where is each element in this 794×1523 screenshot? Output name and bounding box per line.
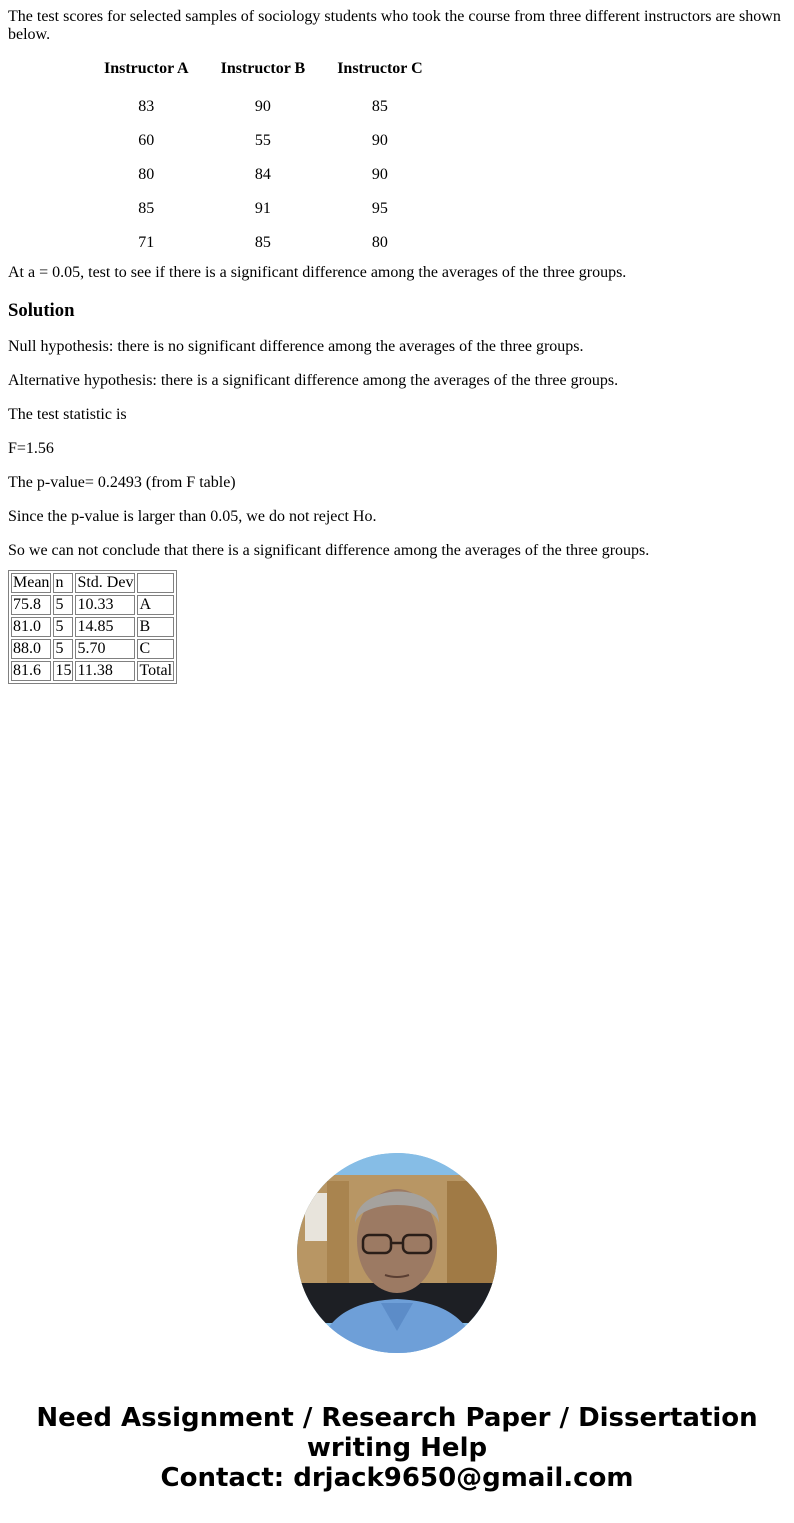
table-cell: 60 bbox=[138, 132, 155, 149]
table-cell: 75.8 bbox=[11, 595, 51, 615]
table-cell: 83 bbox=[138, 98, 155, 115]
table-cell: 5 bbox=[53, 595, 73, 615]
table-cell: 80 bbox=[138, 166, 155, 183]
table-cell: B bbox=[137, 617, 174, 637]
promo-footer bbox=[0, 1403, 794, 1493]
table-cell: 90 bbox=[371, 132, 388, 149]
table-cell: 55 bbox=[254, 132, 271, 149]
promo-line-2: writing Help bbox=[306, 1433, 488, 1463]
f-statistic: F=1.56 bbox=[8, 440, 54, 457]
p-value: The p-value= 0.2493 (from F table) bbox=[8, 474, 236, 491]
promo-contact: Contact: drjack9650@gmail.com bbox=[160, 1463, 634, 1493]
table-cell: 90 bbox=[254, 98, 271, 115]
promo-line-1: Need Assignment / Research Paper / Dissertation bbox=[36, 1403, 758, 1433]
table-cell: 15 bbox=[55, 662, 72, 679]
table-cell: 90 bbox=[371, 166, 388, 183]
table-cell: 5 bbox=[53, 639, 73, 659]
table-cell: 14.85 bbox=[75, 617, 135, 637]
header-n: n bbox=[53, 573, 73, 593]
table-cell: 81.0 bbox=[11, 617, 51, 637]
scores-table bbox=[88, 60, 439, 252]
summary-header-row bbox=[11, 573, 174, 593]
conclusion: So we can not conclude that there is a significant difference among the averages of the three groups. bbox=[8, 542, 650, 559]
table-row bbox=[88, 218, 439, 252]
null-hypothesis: Null hypothesis: there is no significant difference among the averages of the three groups. bbox=[8, 338, 584, 355]
table-cell: 84 bbox=[254, 166, 271, 183]
table-cell: 85 bbox=[371, 98, 388, 115]
alternative-hypothesis: Alternative hypothesis: there is a significant difference among the averages of the three groups. bbox=[8, 372, 619, 389]
table-row bbox=[11, 617, 174, 637]
table-cell: 10.33 bbox=[75, 595, 135, 615]
header-group bbox=[137, 573, 174, 593]
table-row bbox=[11, 595, 174, 615]
table-cell: 80 bbox=[371, 234, 388, 251]
header-instructor-a: Instructor A bbox=[104, 60, 189, 77]
table-cell: 11.38 bbox=[75, 661, 135, 681]
table-cell: 91 bbox=[254, 200, 271, 217]
table-cell: Total bbox=[139, 662, 173, 679]
header-mean: Mean bbox=[13, 574, 50, 591]
table-cell: 71 bbox=[138, 234, 155, 251]
scores-header-row bbox=[88, 60, 439, 82]
table-row bbox=[88, 116, 439, 150]
table-cell: 85 bbox=[138, 200, 155, 217]
table-row bbox=[88, 184, 439, 218]
table-row bbox=[88, 150, 439, 184]
solution-heading: Solution bbox=[8, 300, 75, 321]
table-cell: 95 bbox=[371, 200, 388, 217]
test-statistic-label: The test statistic is bbox=[8, 406, 127, 423]
table-row bbox=[11, 639, 174, 659]
document-body bbox=[0, 0, 794, 684]
header-std-dev: Std. Dev bbox=[77, 574, 134, 591]
table-cell: C bbox=[137, 639, 174, 659]
table-row bbox=[88, 82, 439, 116]
table-cell: 5 bbox=[53, 617, 73, 637]
header-instructor-b: Instructor B bbox=[220, 60, 306, 77]
table-cell: 5.70 bbox=[75, 639, 135, 659]
author-avatar bbox=[297, 1153, 497, 1353]
table-cell: 81.6 bbox=[11, 661, 51, 681]
header-instructor-c: Instructor C bbox=[337, 60, 423, 77]
table-cell: A bbox=[137, 595, 174, 615]
summary-table bbox=[8, 570, 177, 684]
table-row bbox=[11, 661, 174, 681]
problem-intro: The test scores for selected samples of sociology students who took the course from three different instructors are shown below. bbox=[8, 8, 781, 43]
problem-question: At a = 0.05, test to see if there is a significant difference among the averages of the three groups. bbox=[8, 264, 627, 281]
avatar-photo-icon bbox=[297, 1153, 497, 1353]
decision: Since the p-value is larger than 0.05, we do not reject Ho. bbox=[8, 508, 377, 525]
table-cell: 85 bbox=[254, 234, 271, 251]
table-cell: 88.0 bbox=[11, 639, 51, 659]
